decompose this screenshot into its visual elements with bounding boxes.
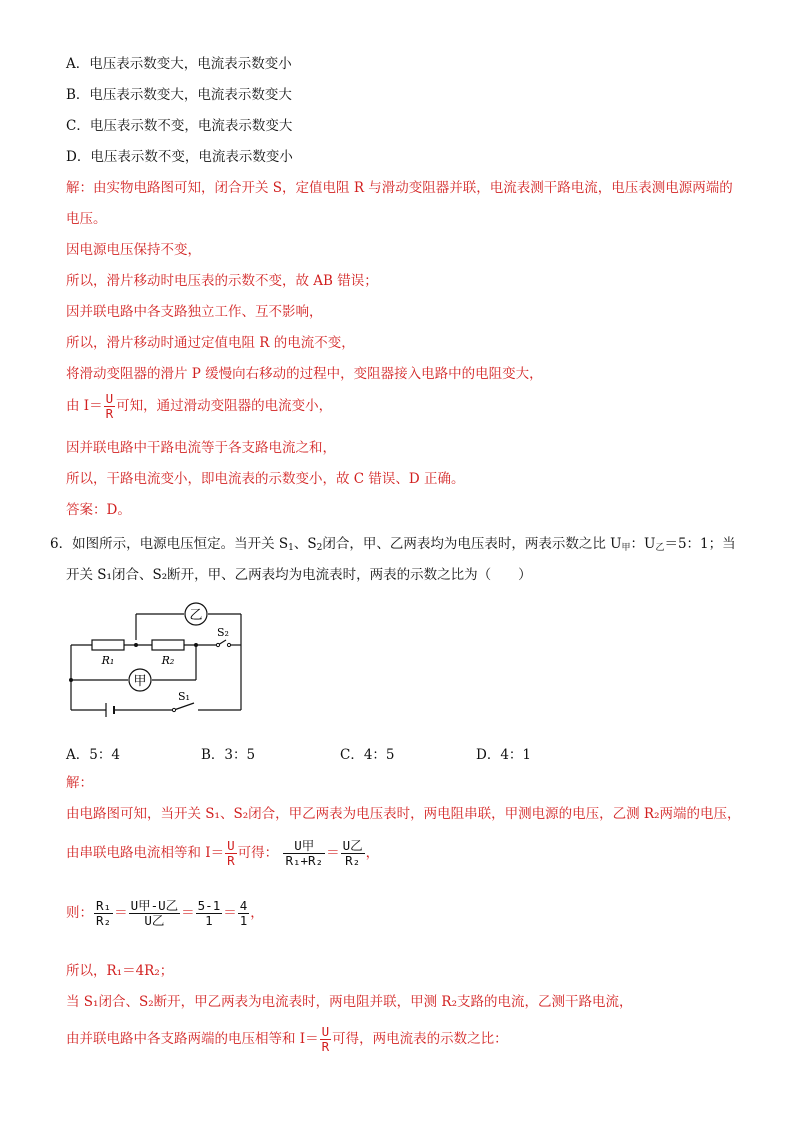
solution-prev-line8 [66, 392, 332, 421]
solution6-line1: 由电路图可知，当开关 S₁、S₂闭合，甲乙两表为电压表时，两电阻串联，甲测电源的电压，乙测 R₂两端的电压， [66, 806, 741, 822]
solution-prev-line2: 电压。 [66, 211, 107, 227]
question6-line1: 6．如图所示，电源电压恒定。当开关 $S_1$、$S_2$闭合，甲、乙两表均为电压表时，两表示数之比 $U_甲$：$U_乙=5$：1；当 [50, 536, 736, 553]
solution6-line6: 由并联电路中各支路两端的电压相等和 I＝ $\frac{U}{R}$ 可得，两电流表的示数之比： [66, 1024, 508, 1054]
r1-label: R₁ [101, 654, 115, 667]
fraction-4-over-1: $\frac{4}{1}$ [239, 898, 248, 928]
resistor-r2 [152, 640, 184, 650]
s2-label: S₂ [217, 626, 229, 639]
option-d-prev: D．电压表示数不变，电流表示数变小 [66, 149, 293, 165]
option-d: D．4：1 [476, 747, 532, 763]
junction-dot [134, 643, 138, 647]
switch-contact [172, 708, 175, 711]
answer-prev: 答案：D。 [66, 502, 131, 518]
solution-prev-line9: 因并联电路中干路电流等于各支路电流之和， [66, 440, 336, 456]
circuit-diagram [66, 600, 246, 718]
option-b-prev: B．电压表示数变大，电流表示数变大 [66, 87, 292, 103]
r2-label: R₂ [161, 654, 175, 667]
solution-prev-line1: 解：由实物电路图可知，闭合开关 S，定值电阻 R 与滑动变阻器并联，电流表测干路电流，电压表测电源两端的 [66, 180, 733, 196]
solution-prev-line3: 因电源电压保持不变， [66, 242, 201, 258]
option-a-prev: A．电压表示数变大，电流表示数变小 [66, 56, 292, 72]
solution-prev-line7: 将滑动变阻器的滑片 P 缓慢向右移动的过程中，变阻器接入电路中的电阻变大， [66, 366, 543, 382]
solution6-line5: 当 S₁闭合、S₂断开，甲乙两表为电流表时，两电阻并联，甲测 R₂支路的电流，乙测干路电流， [66, 994, 633, 1010]
option-c: C．4：5 [340, 747, 395, 763]
fraction-voltage-diff: $\frac{\text{U甲-U乙}}{\text{U乙}}$ [130, 898, 179, 928]
solution6-line2: 由串联电路电流相等和 I＝ $\frac{U}{R}$ 可得： $\frac{\text{U甲}}{\text{R₁+R₂}}$ ＝ $\frac{\text{U乙}}{\text{R₂}}$ ， [66, 838, 380, 868]
fraction-ujia-over-sum: $\frac{\text{U甲}}{\text{R₁+R₂}}$ [285, 838, 324, 868]
fraction-uyi-over-r2: $\frac{\text{U乙}}{\text{R₂}}$ [342, 838, 363, 868]
option-a: A．5：4 [66, 747, 120, 763]
solution-prev-line6: 所以，滑片移动时通过定值电阻 R 的电流不变， [66, 335, 355, 351]
solution-prev-line10: 所以，干路电流变小，即电流表的示数变小，故 C 错误、D 正确。 [66, 471, 465, 487]
resistor-r1 [92, 640, 124, 650]
fraction-5-1-over-1: $\frac{5-1}{1}$ [197, 898, 221, 928]
solution6-jie: 解： [66, 775, 93, 791]
formula-suffix: 可知，通过滑动变阻器的电流变小， [116, 398, 333, 414]
option-c-prev: C．电压表示数不变，电流表示数变大 [66, 118, 293, 134]
meter-yi-label: 乙 [189, 608, 203, 623]
switch-contact [227, 643, 230, 646]
option-b: B．3：5 [201, 747, 256, 763]
junction-dot [194, 643, 198, 647]
meter-jia-label: 甲 [133, 674, 147, 689]
fraction-u-over-r: $\frac{U}{R}$ [105, 391, 114, 421]
fraction-r1-over-r2: $\frac{\text{R₁}}{\text{R₂}}$ [96, 898, 112, 928]
junction-dot [69, 678, 73, 682]
solution6-line4: 所以，R₁＝4R₂； [66, 963, 174, 979]
s1-label: S₁ [178, 690, 190, 703]
formula-prefix: 由 I＝ [66, 398, 103, 414]
solution6-line3: 则： $\frac{\text{R₁}}{\text{R₂}}$ ＝ $\frac{\text{U甲-U乙}}{\text{U乙}}$ ＝ $\frac{5-1}{1}$ ＝ $\frac{4}{1}$ ， [66, 898, 264, 928]
solution-prev-line4: 所以，滑片移动时电压表的示数不变，故 AB 错误； [66, 273, 378, 289]
question6-line2: 开关 S₁闭合、S₂断开，甲、乙两表均为电流表时，两表的示数之比为（ ） [66, 567, 532, 583]
switch-contact [216, 643, 219, 646]
solution-prev-line5: 因并联电路中各支路独立工作、互不影响， [66, 304, 323, 320]
